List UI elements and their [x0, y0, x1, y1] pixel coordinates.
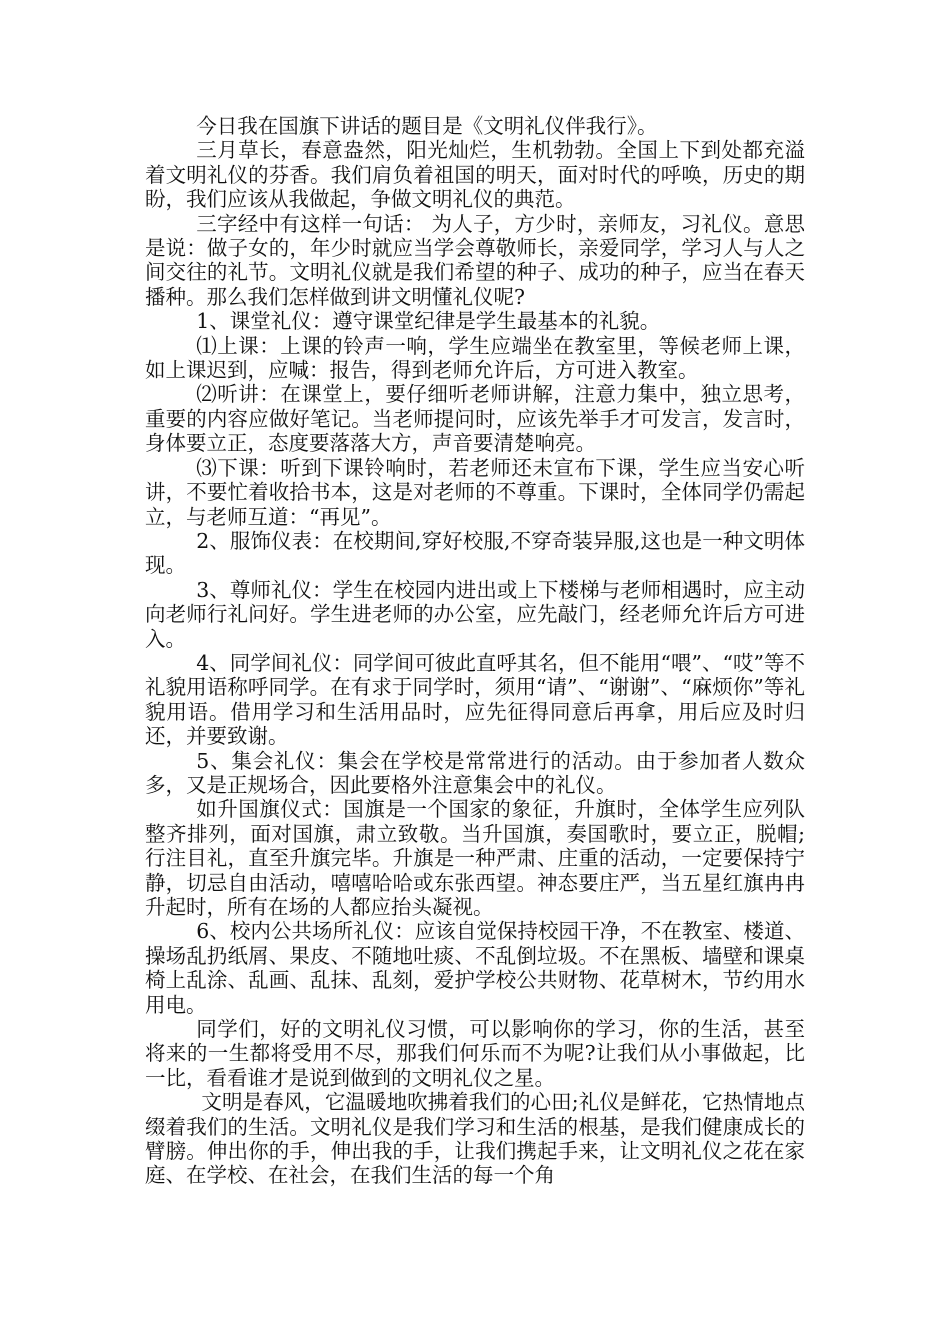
paragraph-classmates: 4、同学间礼仪：同学间可彼此直呼其名，但不能用“喂”、“哎”等不礼貌用语称呼同学。在有求于同学时，须用“请”、“谢谢”、“麻烦你”等礼貌用语。借用学习和生活用品时，应先征得同意后再拿，用后应及时归还，并要致谢。	[145, 650, 805, 749]
paragraph-assembly: 5、集会礼仪：集会在学校是常常进行的活动。由于参加者人数众多，又是正规场合，因此要格外注意集会中的礼仪。	[145, 748, 805, 797]
paragraph-respect-teachers: 3、尊师礼仪：学生在校园内进出或上下楼梯与老师相遇时，应主动向老师行礼问好。学生进老师的办公室，应先敲门，经老师允许后方可进入。	[145, 577, 805, 651]
paragraph-listening: ⑵听讲：在课堂上，要仔细听老师讲解，注意力集中，独立思考，重要的内容应做好笔记。当老师提问时，应该先举手才可发言，发言时，身体要立正，态度要落落大方，声音要清楚响亮。	[145, 382, 805, 456]
paragraph-class-end: ⑶下课：听到下课铃响时，若老师还未宣布下课，学生应当安心听讲，不要忙着收拾书本，这是对老师的不尊重。下课时，全体同学仍需起立，与老师互道：“再见”。	[145, 455, 805, 529]
paragraph-spring: 三月草长，春意盎然，阳光灿烂，生机勃勃。全国上下到处都充溢着文明礼仪的芬香。我们肩负着祖国的明天，面对时代的呼唤，历史的期盼，我们应该从我做起，争做文明礼仪的典范。	[145, 138, 805, 212]
paragraph-closing: 文明是春风，它温暖地吹拂着我们的心田;礼仪是鲜花，它热情地点缀着我们的生活。文明礼仪是我们学习和生活的根基，是我们健康成长的臂膀。伸出你的手，伸出我的手，让我们携起手来，让文明礼仪之花在家庭、在学校、在社会，在我们生活的每一个角	[145, 1090, 805, 1188]
paragraph-classroom-etiquette: 1、课堂礼仪：遵守课堂纪律是学生最基本的礼貌。	[196, 309, 661, 334]
paragraph-classmates-appeal: 同学们，好的文明礼仪习惯，可以影响你的学习，你的生活，甚至将来的一生都将受用不尽，那我们何乐而不为呢?让我们从小事做起，比一比，看看谁才是说到做到的文明礼仪之星。	[145, 1017, 805, 1090]
paragraph-dress: 2、服饰仪表：在校期间,穿好校服,不穿奇装异服,这也是一种文明体现。	[145, 528, 805, 578]
paragraph-public-places: 6、校内公共场所礼仪：应该自觉保持校园干净，不在教室、楼道、操场乱扔纸屑、果皮、不随地吐痰、不乱倒垃圾。不在黑板、墙壁和课桌椅上乱涂、乱画、乱抹、乱刻，爱护学校公共财物、花草树木，节约用水用电。	[145, 919, 805, 1017]
paragraph-title: 今日我在国旗下讲话的题目是《文明礼仪伴我行》。	[196, 114, 658, 138]
paragraph-class-start: ⑴上课：上课的铃声一响，学生应端坐在教室里，等候老师上课，如上课迟到，应喊：报告，得到老师允许后，方可进入教室。	[145, 333, 805, 383]
paragraph-flag-raising: 如升国旗仪式：国旗是一个国家的象征，升旗时，全体学生应列队整齐排列，面对国旗，肃立致敬。当升国旗，奏国歌时，要立正，脱帽;行注目礼，直至升旗完毕。升旗是一种严肃、庄重的活动，一定要保持宁静，切忌自由活动，嘻嘻哈哈或东张西望。神态要庄严，当五星红旗冉冉升起时，所有在场的人都应抬头凝视。	[145, 797, 805, 919]
document-body	[145, 114, 805, 1188]
paragraph-three-character-classic: 三字经中有这样一句话： 为人子，方少时，亲师友，习礼仪。意思是说：做子女的，年少时就应当学会尊敬师长，亲爱同学，学习人与人之间交往的礼节。文明礼仪就是我们希望的种子、成功的种子，应当在春天播种。那么我们怎样做到讲文明懂礼仪呢?	[145, 211, 805, 309]
